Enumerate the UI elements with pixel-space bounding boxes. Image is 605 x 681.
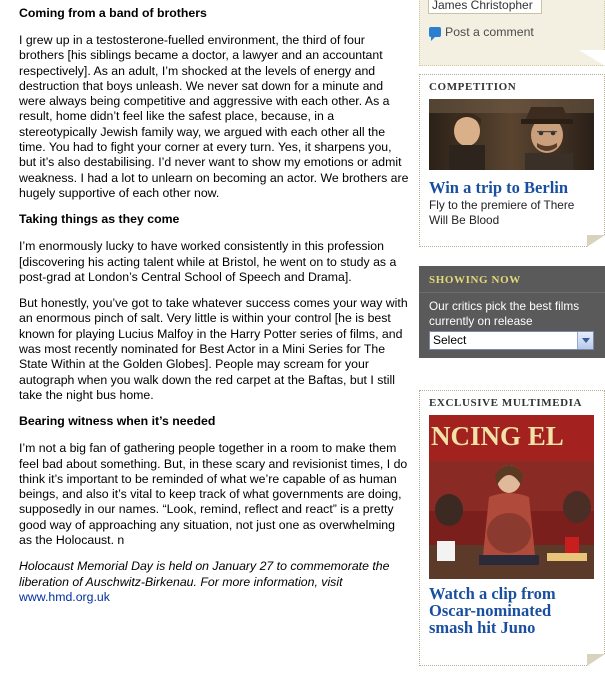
chevron-down-icon[interactable]: [577, 332, 593, 349]
competition-title: COMPETITION: [429, 81, 517, 93]
competition-subtitle: Fly to the premiere of There Will Be Blood: [429, 198, 575, 227]
commenter-name-field[interactable]: James Christopher: [428, 0, 542, 14]
competition-headline[interactable]: Win a trip to Berlin: [429, 178, 569, 197]
article-paragraph: I’m enormously lucky to have worked consistently in this profession [discovering his acting talent while at Bristol, he went on to study as a post-grad at London’s Central School of Speech and Drama].: [19, 239, 397, 284]
showing-now-description: Our critics pick the best films currently on release: [429, 299, 580, 328]
article-paragraph: But honestly, you’ve got to take whatever success comes your way with an enormous pinch of salt. Very little is within your control [he is best known for playing Lucius Malfoy in the Harry Potter series of films, and was most recently nominated for Best Actor in a Mini Series for The State Within at the Golden Globes]. People may scream for your autograph when you walk down the red carpet at the Baftas, but I still take the night bus home.: [19, 296, 408, 402]
memorial-note: [19, 559, 411, 605]
showing-now-panel: [419, 266, 605, 358]
panel-corner: [587, 654, 605, 666]
article-body: [19, 0, 411, 616]
article-paragraph: I’m not a big fan of gathering people together in a room to make them feel bad about something. But, in these scary and revisionist times, I do think it’s important to be reminded of what we’re capable of as human beings, and also it’s vital to keep track of what governments are doing, supposedly in our names. “Look, remind, reflect and react” is a pretty good way of approaching any situation, not just one as overwhelming as the Holocaust. n: [19, 441, 408, 548]
section-heading: Coming from a band of brothers: [19, 6, 207, 20]
section-heading: Taking things as they come: [19, 212, 180, 227]
multimedia-image[interactable]: [429, 415, 594, 579]
post-comment-label: Post a comment: [445, 25, 534, 39]
multimedia-title: EXCLUSIVE MULTIMEDIA: [429, 397, 583, 409]
multimedia-headline[interactable]: Watch a clip from Oscar-nominated smash hit Juno: [429, 584, 556, 637]
panel-corner: [587, 235, 605, 247]
juno-still-image: [429, 415, 594, 579]
select-value: Select: [433, 333, 467, 347]
page-fold-corner: [579, 50, 605, 66]
memorial-note-text: Holocaust Memorial Day is held on January 27 to commemorate the liberation of Auschwitz-Birkenau. For more information, visit: [19, 559, 390, 589]
competition-image[interactable]: [429, 99, 594, 170]
article-paragraph: I grew up in a testosterone-fuelled environment, the third of four brothers [his siblings became a doctor, a lawyer and an accountant respectively]. As an adult, I’m shocked at the levels of energy and destruction that boys unleash. We never sat down for a minute and were always being competitive and aggressive with each other. As a result, home didn’t feel like the safest place, because, in a stereotypically Jewish family way, we argued with each other all the time. You had to fight your corner at every turn. Yes, it sharpens you, but it’s also destabilising. I’d never want to show my emotions or admit weakness. I had a lot to unlearn on becoming an actor. We brothers are hugely supportive of each other now.: [19, 33, 409, 200]
multimedia-panel: [419, 390, 605, 666]
film-select-dropdown[interactable]: [429, 331, 594, 350]
hmd-link[interactable]: www.hmd.org.uk: [19, 589, 110, 604]
film-still-image: [429, 99, 594, 170]
speech-bubble-icon: [429, 27, 441, 37]
banner-sign-text: NCING EL: [431, 421, 564, 451]
section-heading: Bearing witness when it’s needed: [19, 414, 216, 429]
showing-now-title: SHOWING NOW: [419, 266, 605, 293]
competition-panel: [419, 74, 605, 247]
post-comment-link[interactable]: [429, 25, 534, 39]
